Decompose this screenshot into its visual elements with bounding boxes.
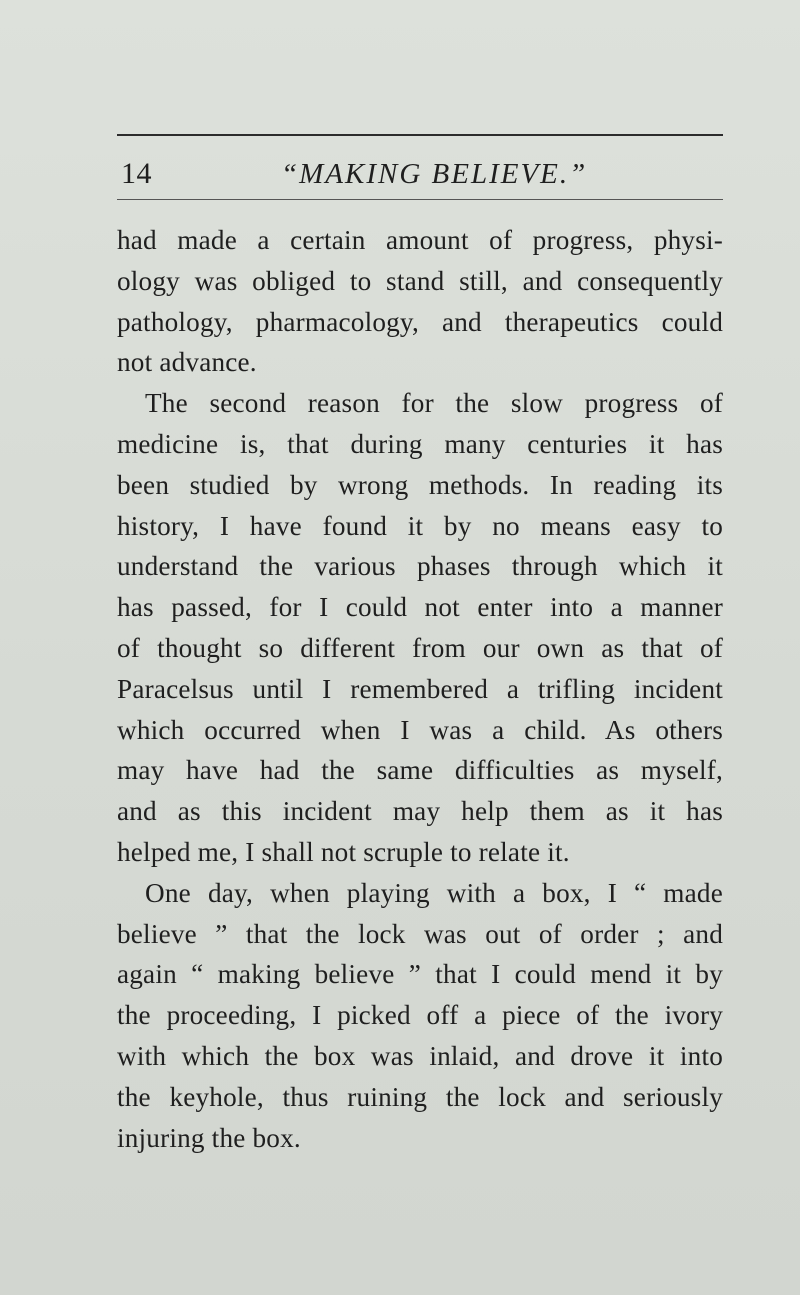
text-line: understand the various phases through which it — [117, 551, 723, 582]
text-line: not advance. — [117, 347, 257, 378]
text-line: and as this incident may help them as it has — [117, 796, 723, 827]
text-line: has passed, for I could not enter into a manner — [117, 592, 723, 623]
text-line: of thought so different from our own as that of — [117, 632, 723, 663]
text-line: had made a certain amount of progress, physi- — [117, 225, 723, 255]
text-line: which occurred when I was a child. As others — [117, 714, 723, 745]
header-rule-top — [117, 134, 723, 136]
text-line: the proceeding, I picked off a piece of the ivory — [117, 1000, 723, 1031]
text-line: the keyhole, thus ruining the lock and seriously — [117, 1081, 723, 1112]
text-line: ology was obliged to stand still, and consequently — [117, 265, 723, 296]
text-line: One day, when playing with a box, I “ made — [145, 877, 723, 908]
text-line: Paracelsus until I remembered a trifling incident — [117, 673, 723, 704]
page-number: 14 — [121, 157, 152, 190]
body-text — [117, 220, 723, 1158]
text-line: injuring the box. — [117, 1122, 301, 1153]
text-line: history, I have found it by no means easy to — [117, 510, 723, 541]
text-line: medicine is, that during many centuries it has — [117, 428, 723, 459]
text-line: again “ making believe ” that I could mend it by — [117, 959, 723, 990]
text-line: helped me, I shall not scruple to relate it. — [117, 836, 570, 867]
text-line: believe ” that the lock was out of order ; and — [117, 918, 723, 949]
text-line: pathology, pharmacology, and therapeutics could — [117, 306, 723, 337]
text-line: The second reason for the slow progress of — [145, 388, 723, 419]
text-line: may have had the same difficulties as myself, — [117, 755, 723, 786]
header-rule-bottom — [117, 199, 723, 200]
running-head: “MAKING BELIEVE.” — [281, 158, 588, 190]
text-line: been studied by wrong methods. In reading its — [117, 469, 723, 500]
text-line: with which the box was inlaid, and drove it into — [117, 1040, 723, 1071]
